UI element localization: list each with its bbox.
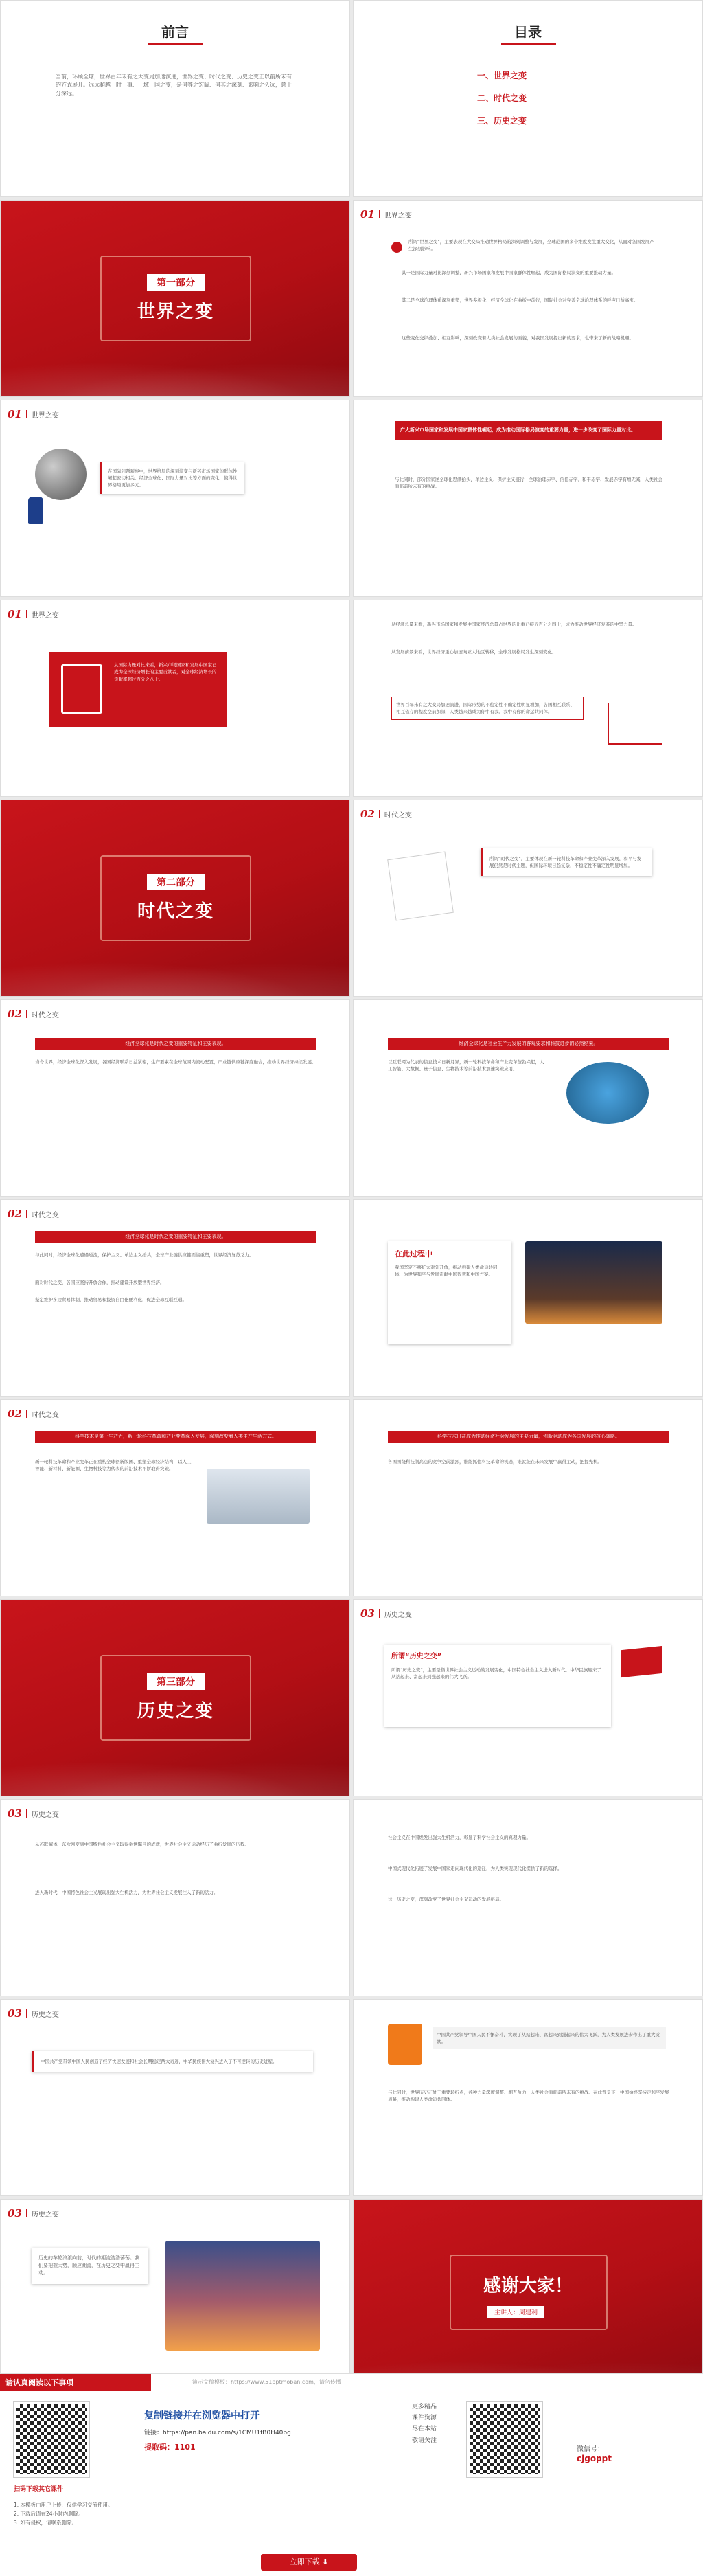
note-box: 世界百年未有之大变局加速演进，国际形势的不稳定性不确定性明显增加，各国相互联系、相互依存的程度空前加深，人类越来越成为你中有我、我中有你的命运共同体。 (391, 697, 584, 720)
slide-header (8, 1207, 59, 1221)
drone-photo (207, 1469, 310, 1524)
checklist-text: 从国际力量对比来看，新兴市场国家和发展中国家已成为全球经济增长的主要贡献者，对全球经济增长的贡献率超过百分之八十。 (114, 662, 217, 682)
download-link[interactable]: 链接：https://pan.baidu.com/s/1CMU1fB0H40bg (144, 2430, 291, 2437)
body-1: 新一轮科技革命和产业变革正在重构全球创新版图、重塑全球经济结构，以人工智能、新材料、新能源、生物科技等为代表的前沿技术不断取得突破。 (35, 1459, 192, 1472)
section-number: 02 (360, 808, 375, 820)
section-number: 03 (8, 1807, 22, 1820)
qr-left-caption: 扫码下载其它课件 (14, 2486, 64, 2493)
title-underline (148, 43, 203, 45)
slide-header (360, 1607, 412, 1620)
section-name: 时代之变 (137, 901, 214, 922)
section-title: 历史之变 (384, 1611, 412, 1619)
era-card: 所谓“时代之变”，主要体现在新一轮科技革命和产业变革深入发展，和平与发展仍然是时代主题，但国际环境日趋复杂，不稳定性不确定性明显增加。 (481, 848, 652, 876)
download-button[interactable]: 立即下载 ⬇ (261, 2554, 357, 2571)
section-title: 时代之变 (31, 1011, 59, 1019)
qr-code-left (14, 2402, 89, 2477)
point-2: 从发展前景来看，世界经济重心加速向亚太地区转移，全球发展格局发生深刻变化。 (391, 649, 557, 655)
section-title: 历史之变 (31, 2211, 59, 2219)
header-divider (26, 2209, 27, 2217)
note-text: 这些变化交织叠加、相互影响，深刻改变着人类社会发展的面貌，对我国发展提出新的要求，也带来了新的战略机遇。 (402, 335, 634, 341)
wechat-label: 微信号： (577, 2445, 604, 2453)
section-card (100, 256, 251, 341)
pin-icon (391, 242, 402, 253)
city-night-photo (525, 1241, 662, 1324)
card-body: 我国坚定不移扩大对外开放，推动构建人类命运共同体，为世界和平与发展贡献中国智慧和中国方案。 (395, 1265, 498, 1278)
header-divider (26, 1210, 27, 1218)
section-title: 历史之变 (31, 1811, 59, 1819)
decor-wave (1, 1754, 349, 1796)
section-title: 世界之变 (31, 611, 59, 620)
side-line: 尽在本站 (412, 2426, 437, 2433)
notice-rules (14, 2501, 113, 2527)
band-2: 科学技术日益成为推动经济社会发展的主要力量，创新驱动成为各国发展的核心战略。 (388, 1431, 669, 1443)
right-point-3: 这一历史之变，深刻改变了世界社会主义运动的发展格局。 (388, 1897, 504, 1902)
decor-wave (1, 955, 349, 996)
document-illustration (387, 852, 454, 921)
slide-history-3 (353, 1799, 703, 1996)
section-title: 时代之变 (31, 1211, 59, 1219)
slide-section-3 (0, 1599, 350, 1796)
download-notice (0, 2373, 703, 2576)
highlight-box: 广大新兴市场国家和发展中国家群体性崛起，成为推动国际格局演变的重要力量，进一步改变了国际力量对比。 (395, 421, 662, 440)
slide-era-6 (0, 1399, 350, 1596)
slide-history-5 (353, 1999, 703, 2196)
slide-era-5 (353, 1199, 703, 1397)
section-number: 03 (8, 2007, 22, 2020)
slide-header (8, 407, 59, 421)
section-number: 01 (360, 208, 375, 221)
contents-item[interactable]: 二、时代之变 (477, 93, 527, 103)
slide-history-1 (353, 1599, 703, 1796)
header-divider (26, 1809, 27, 1818)
qr-code-right (467, 2402, 542, 2477)
point-1: 面对时代之变，各国应坚持开放合作，推动建设开放型世界经济。 (35, 1280, 165, 1285)
section-part-label: 第二部分 (147, 874, 205, 890)
slide-header (8, 1007, 59, 1021)
flag-icon (621, 1646, 662, 1677)
card-title: 所谓“历史之变” (391, 1653, 442, 1660)
checklist-box (49, 652, 227, 727)
slide-history-4 (0, 1999, 350, 2196)
band: 经济全球化是时代之变的重要特征和主要表现。 (35, 1231, 316, 1243)
slide-history-2 (0, 1799, 350, 1996)
header-divider (379, 210, 380, 218)
slide-section-1 (0, 200, 350, 397)
section-number: 02 (8, 1408, 22, 1420)
slide-world-2 (0, 400, 350, 597)
point-2: 进入新时代，中国特色社会主义展现出强大生机活力，为世界社会主义发展注入了新的活力。 (35, 1890, 218, 1895)
history-card: 中国共产党带领中国人民创造了经济快速发展和社会长期稳定两大奇迹，中华民族伟大复兴进入了不可逆转的历史进程。 (32, 2051, 313, 2072)
section-name: 世界之变 (137, 302, 214, 322)
rule-item: 3. 如有侵权，请联系删除。 (14, 2519, 78, 2526)
section-title: 历史之变 (31, 2011, 59, 2019)
body-2: 以互联网为代表的信息技术日新月异，新一轮科技革命和产业变革蓬勃兴起，人工智能、大数据、量子信息、生物技术等前沿技术加速突破应用。 (388, 1059, 544, 1072)
extract-code: 提取码：1101 (144, 2443, 196, 2452)
band-1: 科学技术是第一生产力，新一轮科技革命和产业变革深入发展，深刻改变着人类生产生活方式。 (35, 1431, 316, 1443)
decor-wave (1, 355, 349, 396)
slide-history-6 (0, 2199, 350, 2396)
card-body: 所谓“历史之变”，主要是指世界社会主义运动的发展变化，中国特色社会主义进入新时代，中华民族迎来了从站起来、富起来到强起来的伟大飞跃。 (391, 1667, 601, 1680)
checklist-icon (61, 664, 102, 714)
slide-header (8, 2007, 59, 2020)
section-name: 历史之变 (137, 1701, 214, 1721)
section-card (100, 1655, 251, 1741)
right-point-2: 中国式现代化拓展了发展中国家走向现代化的途径，为人类实现现代化提供了新的选择。 (388, 1866, 562, 1871)
title-underline (501, 43, 556, 45)
slide-world-5 (353, 600, 703, 797)
point-1: 其一是国际力量对比深刻调整，新兴市场国家和发展中国家群体性崛起，成为国际格局演变的重要推动力量。 (402, 270, 616, 275)
section-title: 世界之变 (31, 411, 59, 420)
header-divider (26, 1410, 27, 1418)
header-divider (26, 2009, 27, 2018)
header-divider (26, 1010, 27, 1018)
slide-world-1 (353, 200, 703, 397)
section-number: 02 (8, 1008, 22, 1020)
side-line: 课件资源 (412, 2415, 437, 2422)
right-text: 与此同时，部分国家逆全球化思潮抬头，单边主义、保护主义盛行，全球治理赤字、信任赤字、和平赤字、发展赤字有增无减，人类社会面临前所未有的挑战。 (395, 477, 662, 490)
section-number: 02 (8, 1208, 22, 1220)
top-right-note: 演示文稿模板：https://www.51pptmoban.com，请勿传播 (192, 2379, 341, 2385)
right-text: 中国共产党领导中国人民不懈奋斗，实现了从站起来、富起来到强起来的伟大飞跃，为人类发展进步作出了重大贡献。 (433, 2027, 666, 2049)
section-card (100, 855, 251, 941)
section-part-label: 第一部分 (147, 274, 205, 291)
header-divider (26, 410, 27, 418)
point-2: 其二是全球治理体系深刻重塑，世界多极化、经济全球化在曲折中前行，国际社会对完善全球治理体系的呼声日益高涨。 (402, 297, 638, 303)
globe-network-illustration (566, 1062, 649, 1124)
section-title: 时代之变 (31, 1411, 59, 1419)
section-number: 03 (8, 2207, 22, 2219)
section-number: 03 (360, 1607, 375, 1620)
slide-era-7 (353, 1399, 703, 1596)
rule-item: 2. 下载后请在24小时内删除。 (14, 2510, 84, 2517)
slide-header (8, 1407, 59, 1421)
header-divider (26, 610, 27, 618)
band-1: 经济全球化是时代之变的重要特征和主要表现。 (35, 1038, 316, 1050)
section-part-label: 第三部分 (147, 1673, 205, 1690)
copy-link-label: 复制链接并在浏览器中打开 (144, 2410, 260, 2421)
intro-text: 所谓“世界之变”，主要表现在大变局推动世界格局的深刻调整与发展，全球范围的多个维度发生重大变化，从而对各国发展产生深刻影响。 (408, 239, 654, 252)
thanks-title: 感谢大家！ (483, 2276, 573, 2296)
header-divider (379, 1609, 380, 1618)
host-label: 主讲人：周建利 (487, 2306, 544, 2318)
intro-text: 与此同时，经济全球化遭遇逆流，保护主义、单边主义抬头，全球产业链供应链面临重塑，世界经济复苏乏力。 (35, 1252, 254, 1258)
card-title: 在此过程中 (395, 1250, 433, 1258)
section-number: 01 (8, 608, 22, 620)
figure-illustration (28, 497, 43, 524)
slide-era-1 (353, 800, 703, 997)
section-number: 01 (8, 408, 22, 420)
slide-section-2 (0, 800, 350, 997)
band-2: 经济全球化是社会生产力发展的客观要求和科技进步的必然结果。 (388, 1038, 669, 1050)
slide-preface (0, 0, 350, 197)
contents-list (477, 69, 527, 126)
bottom-text: 与此同时，世界历史正处于重要转折点，各种力量深度调整、相互角力，人类社会面临前所未有的挑战。在此背景下，中国始终坚持走和平发展道路，推动构建人类命运共同体。 (388, 2090, 669, 2103)
point-1: 从经济总量来看，新兴市场国家和发展中国家经济总量占世界的比重已接近百分之四十，成为推动世界经济复苏的中坚力量。 (391, 622, 637, 627)
preface-body: 当前，环顾全球，世界百年未有之大变局加速演进，世界之变、时代之变、历史之变正以前所未有的方式展开。远远超越一时一事、一域一国之变，是何等之宏阔、何其之深刻、影响之久远，意十分深远。 (56, 74, 292, 97)
slide-era-2 (0, 999, 350, 1197)
side-line: 更多精品 (412, 2404, 437, 2410)
growth-chart-icon (608, 703, 662, 745)
notice-title: 请认真阅读以下事项 (0, 2374, 151, 2391)
contents-item[interactable]: 一、世界之变 (477, 71, 527, 80)
document-icon (388, 2024, 422, 2065)
quote-card: 历史的车轮滚滚向前，时代的潮流浩浩荡荡。我们要把握大势，顺应潮流，在历史之变中赢得主动。 (32, 2248, 148, 2284)
rule-item: 1. 本模板由用户上传，仅供学习交流使用。 (14, 2502, 113, 2508)
left-card: 在国际问题观察中，世界格局的深刻演变与新兴市场国家的群体性崛起密切相关。经济全球化、国际力量对比等方面的变化，使得世界格局更加多元。 (100, 462, 244, 494)
preface-title: 前言 (161, 24, 189, 41)
highlight-card (388, 1241, 511, 1344)
right-point-1: 社会主义在中国焕发出强大生机活力，彰显了科学社会主义的真理力量。 (388, 1835, 531, 1840)
history-card (384, 1645, 611, 1727)
side-line: 敬请关注 (412, 2437, 437, 2444)
globe-illustration (35, 449, 87, 500)
contents-title: 目录 (514, 24, 542, 41)
slide-thanks (353, 2199, 703, 2396)
section-title: 世界之变 (384, 212, 412, 220)
slide-header (360, 207, 412, 221)
sunset-photo (165, 2241, 320, 2351)
slide-contents (353, 0, 703, 197)
side-text (412, 2402, 437, 2446)
wechat-id: cjgoppt (577, 2454, 612, 2463)
section-title: 时代之变 (384, 811, 412, 820)
header-divider (379, 810, 380, 818)
slide-era-3 (353, 999, 703, 1197)
slide-era-4 (0, 1199, 350, 1397)
slide-header (8, 607, 59, 621)
contents-item[interactable]: 三、历史之变 (477, 116, 527, 126)
slide-header (8, 2206, 59, 2220)
slide-world-3 (353, 400, 703, 597)
body-2: 各国围绕科技制高点的竞争空前激烈，谁能抓住科技革命的机遇，谁就能在未来发展中赢得主动，把握先机。 (388, 1459, 602, 1465)
point-1: 从苏联解体、东欧剧变到中国特色社会主义取得举世瞩目的成就，世界社会主义运动经历了曲折发展的历程。 (35, 1842, 249, 1847)
body-1: 当今世界，经济全球化深入发展，各国经济联系日益紧密，生产要素在全球范围内流动配置，产业链供应链深度融合，推动世界经济持续发展。 (35, 1059, 316, 1065)
slide-header (8, 1807, 59, 1820)
slide-world-4 (0, 600, 350, 797)
point-2: 坚定维护多边贸易体制，推动贸易和投资自由化便利化，促进全球互联互通。 (35, 1297, 187, 1302)
slide-header (360, 807, 412, 821)
